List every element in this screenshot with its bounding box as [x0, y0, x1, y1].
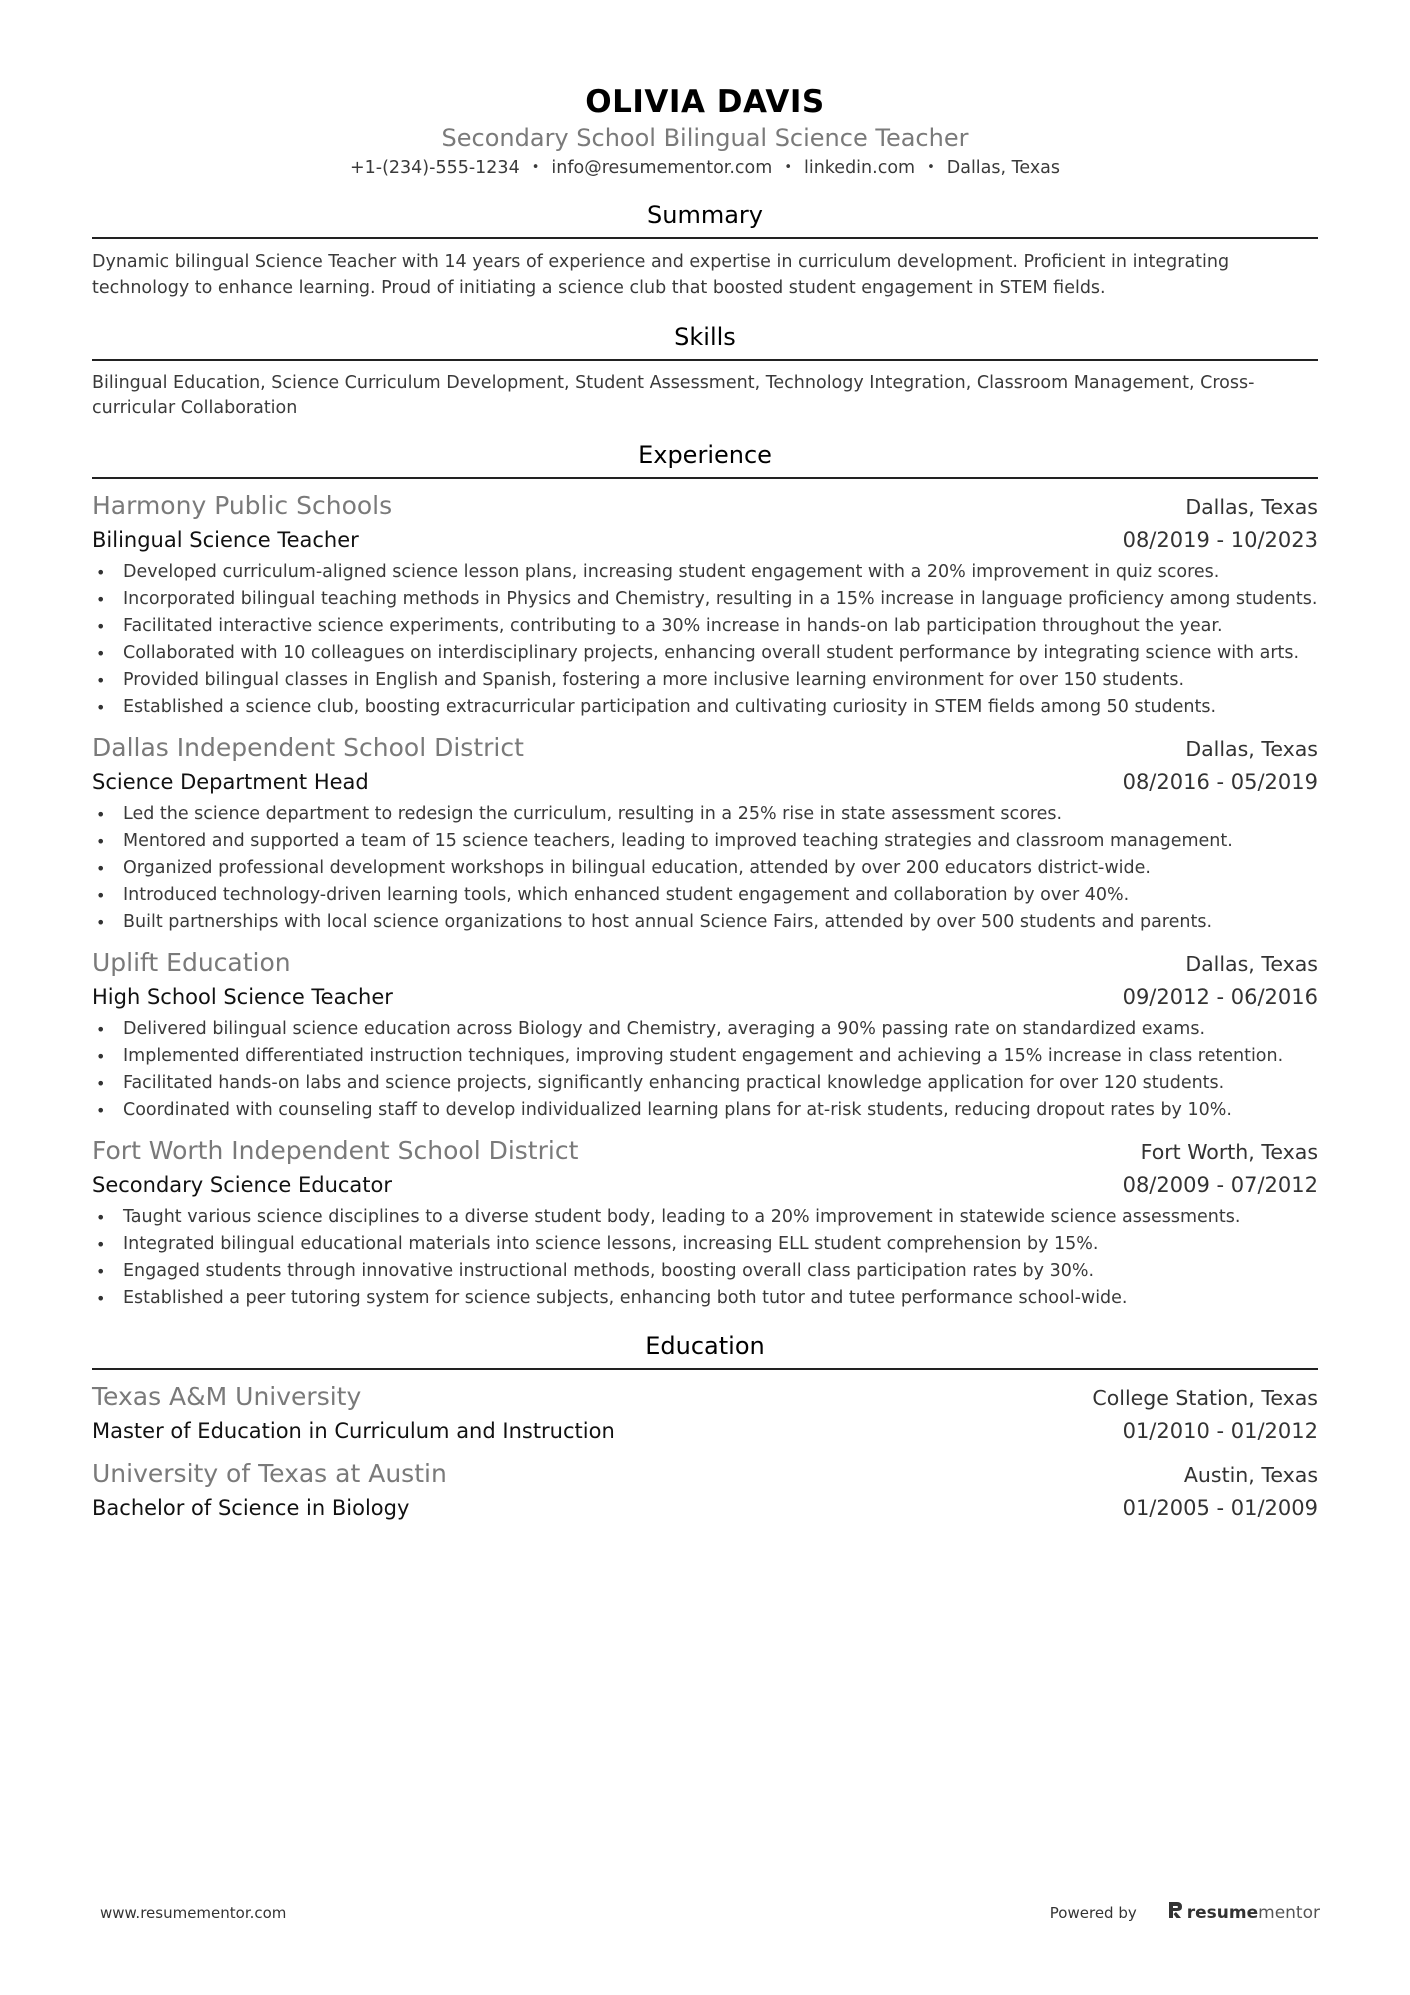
- page-footer: [100, 1900, 1320, 1925]
- job-entry: [92, 489, 1318, 721]
- job-dates: 09/2012 - 06/2016: [1122, 985, 1318, 1009]
- job-entry: [92, 946, 1318, 1124]
- job-title: High School Science Teacher: [92, 985, 393, 1009]
- job-bullet: • Facilitated hands-on labs and science projects, significantly enhancing practical knowledge application for over 120 students.: [92, 1070, 1318, 1097]
- job-bullet: • Introduced technology-driven learning tools, which enhanced student engagement and collaboration by over 40%.: [92, 882, 1318, 909]
- job-dates: 08/2009 - 07/2012: [1122, 1173, 1318, 1197]
- resume-page: [92, 82, 1318, 1524]
- job-bullets: [92, 1016, 1318, 1124]
- contact-linkedin[interactable]: linkedin.com: [803, 158, 916, 178]
- job-dates: 08/2019 - 10/2023: [1122, 528, 1318, 552]
- bullet-separator: •: [784, 160, 792, 175]
- brand-name-rest: mentor: [1258, 1902, 1320, 1923]
- job-bullets: [92, 1204, 1318, 1312]
- candidate-role: Secondary School Bilingual Science Teacher: [441, 124, 969, 152]
- job-bullet: • Mentored and supported a team of 15 science teachers, leading to improved teaching strategies and classroom management.: [92, 828, 1318, 855]
- candidate-name: OLIVIA DAVIS: [585, 84, 825, 120]
- job-employer: Harmony Public Schools: [92, 491, 393, 520]
- job-bullet: • Developed curriculum-aligned science lesson plans, increasing student engagement with a 20% improvement in quiz scores.: [92, 559, 1318, 586]
- job-title: Science Department Head: [92, 770, 369, 794]
- contact-line: [92, 155, 1318, 181]
- contact-email[interactable]: info@resumementor.com: [551, 158, 773, 178]
- education-entry: [92, 1457, 1318, 1524]
- degree: Bachelor of Science in Biology: [92, 1496, 410, 1520]
- education-dates: 01/2005 - 01/2009: [1122, 1496, 1318, 1520]
- job-bullet: • Incorporated bilingual teaching methods in Physics and Chemistry, resulting in a 15% increase in language proficiency among students.: [92, 586, 1318, 613]
- footer-website-link[interactable]: www.resumementor.com: [100, 1903, 287, 1922]
- skills-text: Bilingual Education, Science Curriculum Development, Student Assessment, Technology Integration, Classroom Management, Cross-curricular Collaboration: [92, 373, 1255, 418]
- job-title: Secondary Science Educator: [92, 1173, 393, 1197]
- job-bullets: [92, 559, 1318, 721]
- powered-by-label: Powered by: [1049, 1903, 1137, 1922]
- job-location: Fort Worth, Texas: [1140, 1140, 1318, 1164]
- job-bullet: • Implemented differentiated instruction techniques, improving student engagement and achieving a 15% increase in class retention.: [92, 1043, 1318, 1070]
- summary-text: Dynamic bilingual Science Teacher with 14 years of experience and expertise in curriculum development. Proficient in integrating technology to enhance learning. Proud of initiating a science club that boosted student engagement in STEM fields.: [92, 252, 1230, 298]
- brand-name-bold: resume: [1186, 1902, 1259, 1923]
- degree: Master of Education in Curriculum and Instruction: [92, 1419, 615, 1443]
- job-bullet: • Established a peer tutoring system for science subjects, enhancing both tutor and tutee performance school-wide.: [92, 1285, 1318, 1312]
- job-bullet: • Organized professional development workshops in bilingual education, attended by over 200 educators district-wide.: [92, 855, 1318, 882]
- bullet-separator: •: [927, 160, 935, 175]
- school-location: Austin, Texas: [1183, 1463, 1318, 1487]
- job-entry: [92, 1134, 1318, 1312]
- job-dates: 08/2016 - 05/2019: [1122, 770, 1318, 794]
- job-bullet: • Facilitated interactive science experiments, contributing to a 30% increase in hands-on lab participation throughout the year.: [92, 613, 1318, 640]
- contact-phone: +1-(234)-555-1234: [349, 158, 520, 178]
- job-bullet: • Provided bilingual classes in English and Spanish, fostering a more inclusive learning environment for over 150 students.: [92, 667, 1318, 694]
- job-entry: [92, 731, 1318, 936]
- education-heading: Education: [92, 1330, 1318, 1370]
- job-bullet: • Established a science club, boosting extracurricular participation and cultivating curiosity in STEM fields among 50 students.: [92, 694, 1318, 721]
- footer-branding: [1050, 1900, 1320, 1925]
- job-employer: Fort Worth Independent School District: [92, 1136, 579, 1165]
- job-bullet: • Taught various science disciplines to a diverse student body, leading to a 20% improvement in statewide science assessments.: [92, 1204, 1318, 1231]
- job-bullet: • Built partnerships with local science organizations to host annual Science Fairs, attended by over 500 students and parents.: [92, 909, 1318, 936]
- summary-heading: Summary: [92, 199, 1318, 239]
- job-bullet: • Coordinated with counseling staff to develop individualized learning plans for at-risk students, reducing dropout rates by 10%.: [92, 1097, 1318, 1124]
- skills-heading: Skills: [92, 321, 1318, 361]
- job-title: Bilingual Science Teacher: [92, 528, 359, 552]
- school-name: University of Texas at Austin: [92, 1459, 447, 1488]
- job-bullet: • Delivered bilingual science education across Biology and Chemistry, averaging a 90% passing rate on standardized exams.: [92, 1016, 1318, 1043]
- contact-location: Dallas, Texas: [946, 158, 1061, 178]
- job-employer: Dallas Independent School District: [92, 733, 524, 762]
- job-location: Dallas, Texas: [1185, 737, 1318, 761]
- brand-logo[interactable]: [1167, 1900, 1320, 1925]
- education-dates: 01/2010 - 01/2012: [1122, 1419, 1318, 1443]
- school-name: Texas A&M University: [92, 1382, 362, 1411]
- school-location: College Station, Texas: [1092, 1386, 1318, 1410]
- job-bullet: • Integrated bilingual educational materials into science lessons, increasing ELL student comprehension by 15%.: [92, 1231, 1318, 1258]
- job-location: Dallas, Texas: [1185, 952, 1318, 976]
- experience-heading: Experience: [92, 439, 1318, 479]
- job-bullets: [92, 801, 1318, 936]
- resumementor-logo-icon: [1167, 1900, 1183, 1925]
- job-bullet: • Collaborated with 10 colleagues on interdisciplinary projects, enhancing overall student performance by integrating science with arts.: [92, 640, 1318, 667]
- job-employer: Uplift Education: [92, 948, 291, 977]
- job-bullet: • Engaged students through innovative instructional methods, boosting overall class participation rates by 30%.: [92, 1258, 1318, 1285]
- education-entry: [92, 1380, 1318, 1447]
- bullet-separator: •: [531, 160, 540, 175]
- job-bullet: • Led the science department to redesign the curriculum, resulting in a 25% rise in state assessment scores.: [92, 801, 1318, 828]
- job-location: Dallas, Texas: [1185, 495, 1318, 519]
